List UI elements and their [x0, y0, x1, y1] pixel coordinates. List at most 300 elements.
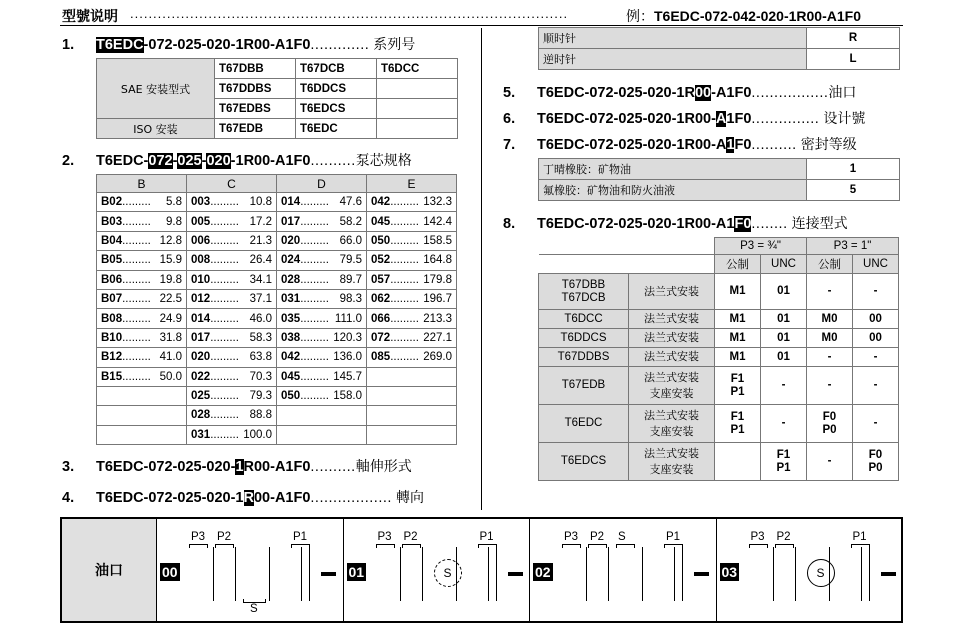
leader-dots: ......... [390, 312, 419, 325]
code-cell [761, 329, 807, 348]
code-value: P0 [822, 423, 837, 436]
code-value: 01 [777, 331, 790, 344]
displacement-value: 21.3 [249, 234, 272, 247]
code-value: M0 [821, 312, 838, 325]
item-pump-size [62, 150, 412, 170]
port-marker [402, 544, 403, 548]
code-value: P1 [776, 461, 791, 474]
port-diagram-panel [60, 517, 903, 623]
size-code: 031 [281, 293, 301, 306]
table-cell: T6EDCS [296, 99, 377, 119]
size-code: 035 [281, 312, 301, 325]
port-marker [376, 544, 377, 548]
leader-dots: ......... [390, 293, 419, 306]
size-code: B02 [101, 196, 123, 209]
displacement-value: 79.5 [339, 254, 362, 267]
code-highlight: 1 [726, 137, 735, 153]
size-code: 050 [371, 234, 391, 247]
model-cell [539, 329, 629, 348]
table-cell [367, 425, 457, 444]
item-description: 设计號 [823, 111, 866, 127]
port-marker [851, 544, 852, 548]
size-code: 028 [191, 409, 211, 422]
rotation-label: 顺时针 [539, 28, 807, 49]
table-cell [97, 193, 187, 212]
item-number: 2. [62, 153, 75, 169]
displacement-value: 196.7 [423, 293, 452, 306]
port-label-p2: P2 [590, 531, 605, 543]
code-cell [807, 310, 853, 329]
table-cell [187, 251, 277, 270]
table-cell [187, 348, 277, 367]
code-cell [761, 348, 807, 367]
mount-type: 法兰式安装 [644, 370, 699, 384]
displacement-value: 179.8 [423, 273, 452, 286]
leader-dots: ......... [300, 254, 329, 267]
table-cell [277, 231, 367, 250]
code-rest: -A1F0 [711, 85, 752, 101]
mount-cell [629, 329, 715, 348]
model-name: T6EDC [564, 417, 603, 429]
model-cell [539, 367, 629, 405]
leader-dots: ......... [300, 273, 329, 286]
code-cell [761, 367, 807, 405]
code-highlight: A [715, 111, 727, 127]
port-label-s: S [618, 531, 626, 543]
size-code: B05 [101, 254, 123, 267]
displacement-value: 58.2 [339, 215, 362, 228]
size-code: 045 [371, 215, 391, 228]
code-highlight: 025 [177, 153, 202, 169]
table-cell [97, 231, 187, 250]
table-cell [277, 425, 367, 444]
size-code: 025 [191, 390, 211, 403]
item-description: 连接型式 [791, 216, 848, 232]
port-marker [664, 544, 665, 548]
leader-dots: ......... [210, 234, 239, 247]
leader-dots: ......... [390, 351, 419, 364]
size-code: 050 [281, 390, 301, 403]
port-marker [869, 544, 870, 548]
item-number: 6. [503, 111, 516, 127]
leader-dots: ........ [751, 216, 788, 232]
code-value: - [781, 379, 786, 391]
model-cell [539, 348, 629, 367]
code-rest: R00-A1F0 [243, 459, 311, 475]
table-row [97, 406, 457, 425]
table-cell [97, 289, 187, 308]
model-cell [539, 405, 629, 443]
size-code: B06 [101, 273, 123, 286]
displacement-value: 66.0 [339, 234, 362, 247]
size-code: 045 [281, 370, 301, 383]
leader-dots: ......... [300, 331, 329, 344]
table-cell [367, 231, 457, 250]
model-cell [539, 310, 629, 329]
displacement-value: 34.1 [249, 273, 272, 286]
table-cell [187, 270, 277, 289]
port-marker [189, 544, 207, 545]
code-value: - [873, 285, 878, 297]
code-value: - [873, 417, 878, 429]
displacement-value: 111.0 [334, 312, 362, 325]
code-cell [761, 405, 807, 443]
code-cell [807, 274, 853, 310]
table-cell [367, 251, 457, 270]
code-value: 00 [869, 312, 882, 325]
table-cell [187, 212, 277, 231]
code-value: 01 [777, 350, 790, 363]
port-marker [215, 544, 233, 545]
table-cell: T67DBB [215, 59, 296, 79]
code-cell [761, 310, 807, 329]
port-option [157, 519, 344, 621]
size-code: 062 [371, 293, 391, 306]
mount-type: 支座安装 [649, 424, 694, 438]
port-marker [402, 544, 420, 545]
size-code: 012 [191, 293, 211, 306]
code-rest: - [172, 153, 178, 169]
size-code: 017 [191, 331, 211, 344]
code-rest: -1R00-A1F0 [230, 153, 311, 169]
table-row [97, 425, 457, 444]
displacement-value: 136.0 [333, 351, 362, 364]
code-value: F1 [730, 410, 745, 423]
table-cell [367, 309, 457, 328]
port-marker [478, 544, 479, 548]
item-description: 油口 [828, 85, 857, 101]
item-description: 泵芯规格 [355, 153, 412, 169]
table-row [539, 367, 899, 405]
code-value: F1 [776, 448, 791, 461]
code-rest: T6EDC- [96, 153, 149, 169]
displacement-value: 46.0 [249, 312, 272, 325]
size-code: 024 [281, 254, 301, 267]
code-rest: 00-A1F0 [253, 490, 311, 506]
rotation-label: 逆时针 [539, 49, 807, 70]
table-row [97, 367, 457, 386]
port-code: 02 [535, 564, 551, 580]
leader-dots: ............. [310, 37, 370, 53]
leader-dots: ......... [390, 331, 419, 344]
displacement-value: 164.8 [423, 254, 452, 267]
table-cell [367, 270, 457, 289]
port-marker [793, 544, 794, 548]
mount-type: 法兰式安装 [644, 350, 699, 363]
mount-cell [629, 310, 715, 329]
item-rotation [62, 487, 424, 507]
sae-label: SAE 安装型式 [97, 59, 215, 119]
item-description: 系列号 [373, 37, 416, 53]
body-segment-line [213, 547, 214, 601]
port-label-p1: P1 [479, 531, 494, 543]
leader-dots: ......... [122, 293, 151, 306]
table-cell [277, 270, 367, 289]
item-design [503, 108, 865, 128]
port-marker [562, 544, 563, 548]
mounting-table [96, 58, 458, 139]
port-marker [478, 544, 496, 545]
leader-dots: ......... [210, 196, 239, 209]
inlet-block [865, 552, 877, 596]
displacement-value: 142.4 [423, 215, 452, 228]
displacement-value: 50.0 [159, 370, 182, 383]
leader-dots: ............... [751, 111, 820, 127]
mount-cell [629, 405, 715, 443]
table-cell [187, 231, 277, 250]
leader-dots: .................. [310, 490, 392, 506]
port-marker [749, 544, 767, 545]
displacement-value: 88.8 [249, 409, 272, 422]
leader-dots: ......... [210, 370, 239, 383]
size-code: 038 [281, 331, 301, 344]
port-label-p2: P2 [776, 531, 791, 543]
code-value: M0 [821, 331, 838, 344]
code-value: - [827, 285, 832, 297]
body-segment-line [608, 547, 609, 601]
code-highlight: 00 [694, 85, 712, 101]
code-cell [853, 443, 899, 481]
leader-dots: ......... [122, 312, 151, 325]
table-row [97, 193, 457, 212]
model-name: T6EDCS [560, 455, 607, 467]
iso-label: ISO 安装 [97, 119, 215, 139]
leader-dots: ......... [210, 312, 239, 325]
code-value: F0 [822, 410, 837, 423]
code-value: M1 [729, 331, 746, 344]
connection-table [538, 237, 899, 481]
item-seal [503, 134, 857, 154]
displacement-value: 58.3 [249, 331, 272, 344]
code-value: 00 [869, 331, 882, 344]
code-rest: T6EDC-072-025-020- [96, 459, 236, 475]
size-code: 042 [281, 351, 301, 364]
port-marker [664, 544, 682, 545]
mount-cell [629, 367, 715, 405]
item-shaft [62, 456, 412, 476]
code-value: P0 [868, 461, 883, 474]
port-label-p1: P1 [666, 531, 681, 543]
code-cell [715, 348, 761, 367]
displacement-value: 158.5 [423, 234, 452, 247]
table-cell [187, 328, 277, 347]
port-marker [775, 544, 776, 548]
port-marker [606, 544, 607, 548]
column-header: UNC [853, 255, 899, 274]
table-row [97, 386, 457, 405]
header-rule [60, 25, 903, 26]
code-rest: T6EDC-072-025-020-1R00-A1 [537, 216, 735, 232]
table-cell [377, 119, 458, 139]
leader-dots: ......... [300, 196, 329, 209]
leader-dots: ......... [300, 215, 329, 228]
displacement-value: 63.8 [249, 351, 272, 364]
side-port-circle: S [434, 559, 462, 587]
item-number: 1. [62, 37, 75, 53]
code-value: M1 [729, 350, 746, 363]
mount-type: 法兰式安装 [644, 446, 699, 460]
leader-dots: ......... [122, 331, 151, 344]
table-cell [277, 406, 367, 425]
displacement-value: 10.8 [249, 196, 272, 209]
item-connection [503, 213, 848, 233]
code-rest: T6EDC-072-025-020-1R00-A [537, 137, 727, 153]
item-number: 7. [503, 137, 516, 153]
code-cell [761, 274, 807, 310]
leader-dots: .......... [310, 153, 356, 169]
displacement-value: 5.8 [166, 196, 182, 209]
table-cell [187, 367, 277, 386]
code-cell [807, 367, 853, 405]
mount-type: 支座安装 [649, 386, 694, 400]
body-segment-line [422, 547, 423, 601]
table-cell [187, 386, 277, 405]
body-segment-line [674, 547, 675, 601]
size-code: 042 [371, 196, 391, 209]
displacement-value: 9.8 [166, 215, 182, 228]
leader-dots: ......... [300, 351, 329, 364]
size-code: B10 [101, 331, 123, 344]
port-marker [580, 544, 581, 548]
mount-type: 法兰式安装 [644, 331, 699, 344]
table-cell [367, 367, 457, 386]
leader-dots: ......... [390, 234, 419, 247]
leader-dots: ......... [210, 254, 239, 267]
header-leader-dots: ............................................................................................... [130, 6, 569, 21]
port-code: 01 [348, 564, 365, 580]
port-marker [616, 544, 617, 548]
leader-dots: ......... [122, 234, 151, 247]
table-cell [97, 328, 187, 347]
size-code: 022 [191, 370, 211, 383]
leader-dots: ......... [210, 351, 239, 364]
code-rest: T6EDC-072-025-020-1R [537, 85, 695, 101]
table-cell [187, 193, 277, 212]
table-cell [97, 406, 187, 425]
displacement-value: 213.3 [423, 312, 452, 325]
code-value: P1 [730, 385, 745, 398]
code-value: M1 [729, 312, 746, 325]
rotation-value: R [807, 28, 900, 49]
table-row [97, 309, 457, 328]
table-cell [187, 309, 277, 328]
port-marker [749, 544, 750, 548]
port-marker [291, 544, 309, 545]
port-marker [207, 544, 208, 548]
size-code: 085 [371, 351, 391, 364]
body-segment-line [586, 547, 587, 601]
code-rest: T6EDC-072-025-020-1R00- [537, 111, 716, 127]
table-cell [97, 309, 187, 328]
rotation-value: L [807, 49, 900, 70]
table-cell [277, 251, 367, 270]
code-value: - [827, 455, 832, 467]
table-cell: T67EDB [215, 119, 296, 139]
leader-dots: ......... [122, 273, 151, 286]
inlet-block [305, 552, 317, 596]
mount-cell [629, 274, 715, 310]
mount-cell [629, 348, 715, 367]
shaft-collar [881, 563, 886, 585]
table-cell [187, 289, 277, 308]
column-divider [481, 28, 482, 510]
example-code [626, 6, 861, 26]
leader-dots: ......... [390, 215, 419, 228]
size-code: 066 [371, 312, 391, 325]
displacement-value: 37.1 [249, 293, 272, 306]
port-marker [309, 544, 310, 548]
table-cell [377, 99, 458, 119]
table-cell [277, 367, 367, 386]
model-name: T67DBB [561, 278, 606, 291]
code-cell [715, 405, 761, 443]
body-segment-line [400, 547, 401, 601]
table-row [97, 348, 457, 367]
ports-label: 油口 [62, 519, 157, 621]
column-group-header: P3 = 1" [807, 238, 899, 255]
size-code: 010 [191, 273, 211, 286]
table-row [97, 212, 457, 231]
example-code-value: T6EDC-072-042-020-1R00-A1F0 [654, 8, 861, 24]
leader-dots: ......... [210, 409, 239, 422]
model-name: T67DDBS [557, 350, 610, 363]
table-row [539, 274, 899, 310]
code-rest: -072-025-020-1R00-A1F0 [143, 37, 311, 53]
size-code: 031 [191, 428, 211, 441]
inlet-block [492, 552, 504, 596]
mount-type: 法兰式安装 [644, 284, 699, 298]
item-description: 密封等级 [800, 137, 857, 153]
table-row [97, 328, 457, 347]
blank-header [539, 238, 715, 255]
pump-size-table [96, 174, 457, 445]
column-header: C [187, 175, 277, 193]
size-code: 020 [281, 234, 301, 247]
table-cell: T6DDCS [296, 79, 377, 99]
displacement-value: 12.8 [159, 234, 182, 247]
code-rest: - [201, 153, 207, 169]
port-marker [767, 544, 768, 548]
displacement-value: 158.0 [333, 390, 362, 403]
displacement-value: 19.8 [159, 273, 182, 286]
body-segment-line [269, 547, 270, 601]
model-cell [539, 443, 629, 481]
body-segment-line [235, 547, 236, 601]
table-cell [97, 425, 187, 444]
code-cell [807, 443, 853, 481]
leader-dots: ......... [390, 196, 419, 209]
mount-type: 法兰式安装 [644, 312, 699, 325]
model-name: T6DDCS [560, 331, 607, 344]
mount-type: 法兰式安装 [644, 408, 699, 422]
inlet-block [678, 552, 690, 596]
body-segment-line [795, 547, 796, 601]
code-value: 01 [777, 285, 790, 297]
code-cell [853, 367, 899, 405]
code-cell [853, 310, 899, 329]
table-cell [367, 212, 457, 231]
code-rest: 1F0 [726, 111, 752, 127]
code-cell [761, 443, 807, 481]
table-row [539, 443, 899, 481]
displacement-value: 47.6 [339, 196, 362, 209]
table-cell [277, 386, 367, 405]
displacement-value: 26.4 [249, 254, 272, 267]
code-cell [807, 405, 853, 443]
table-cell [187, 425, 277, 444]
size-code: 052 [371, 254, 391, 267]
port-code: 00 [162, 564, 178, 580]
